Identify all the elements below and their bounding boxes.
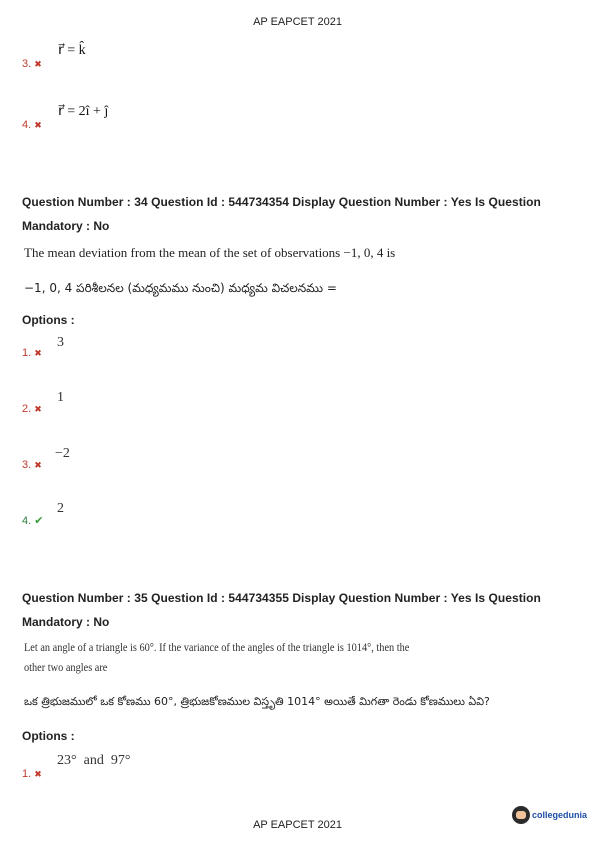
option-row bbox=[22, 343, 42, 361]
option-number: 4. bbox=[22, 119, 32, 131]
option-number: 1. bbox=[22, 768, 32, 780]
question-text-english: Let an angle of a triangle is 60°. If the variance of the angles of the triangle is 1014°, then the bbox=[24, 640, 410, 654]
option-number: 3. bbox=[22, 459, 32, 471]
option-value: 1 bbox=[57, 390, 64, 405]
page-footer: AP EAPCET 2021 bbox=[253, 819, 342, 831]
wrong-mark-icon: ✖ bbox=[34, 59, 42, 69]
wrong-mark-icon: ✖ bbox=[34, 348, 42, 358]
option-value: r⃗ = k̂ bbox=[58, 43, 86, 58]
question-text-english: other two angles are bbox=[24, 660, 108, 674]
question-header: Question Number : 35 Question Id : 544734355 Display Question Number : Yes Is Question bbox=[22, 591, 541, 605]
wrong-mark-icon: ✖ bbox=[34, 404, 42, 414]
option-row bbox=[22, 115, 42, 133]
option-row bbox=[22, 399, 42, 417]
wrong-mark-icon: ✖ bbox=[34, 769, 42, 779]
option-value: 23° and 97° bbox=[57, 753, 131, 768]
option-value: 3 bbox=[57, 335, 64, 350]
correct-check-icon: ✔ bbox=[34, 515, 44, 527]
option-row bbox=[22, 511, 43, 529]
question-text-telugu: −1, 0, 4 పరిశీలనల (మధ్యమము నుంచి) మధ్యమ విచలనము = bbox=[24, 281, 337, 295]
page-header: AP EAPCET 2021 bbox=[253, 16, 342, 28]
brand-logo bbox=[512, 808, 587, 822]
mandatory-label: Mandatory : No bbox=[22, 219, 110, 233]
option-row bbox=[22, 54, 42, 72]
option-number: 4. bbox=[22, 515, 32, 527]
options-label: Options : bbox=[22, 313, 75, 327]
question-text-english: The mean deviation from the mean of the set of observations −1, 0, 4 is bbox=[24, 245, 396, 260]
mandatory-label: Mandatory : No bbox=[22, 615, 110, 629]
options-label: Options : bbox=[22, 729, 75, 743]
option-number: 3. bbox=[22, 58, 32, 70]
wrong-mark-icon: ✖ bbox=[34, 120, 42, 130]
option-number: 1. bbox=[22, 347, 32, 359]
question-header: Question Number : 34 Question Id : 544734354 Display Question Number : Yes Is Question bbox=[22, 195, 541, 209]
option-row bbox=[22, 764, 42, 782]
wrong-mark-icon: ✖ bbox=[34, 460, 42, 470]
option-number: 2. bbox=[22, 403, 32, 415]
option-row bbox=[22, 455, 42, 473]
option-value: 2 bbox=[57, 501, 64, 516]
option-value: r⃗ = 2î + ĵ bbox=[58, 104, 109, 119]
option-value: −2 bbox=[55, 446, 70, 461]
question-text-telugu: ఒక త్రిభుజములో ఒక కోణము 60°, త్రిభుజకోణముల విస్తృతి 1014° అయితే మిగతా రెండు కోణములు ఏవి? bbox=[24, 695, 490, 708]
logo-text: collegedunia bbox=[531, 810, 587, 820]
graduate-icon bbox=[512, 806, 530, 824]
